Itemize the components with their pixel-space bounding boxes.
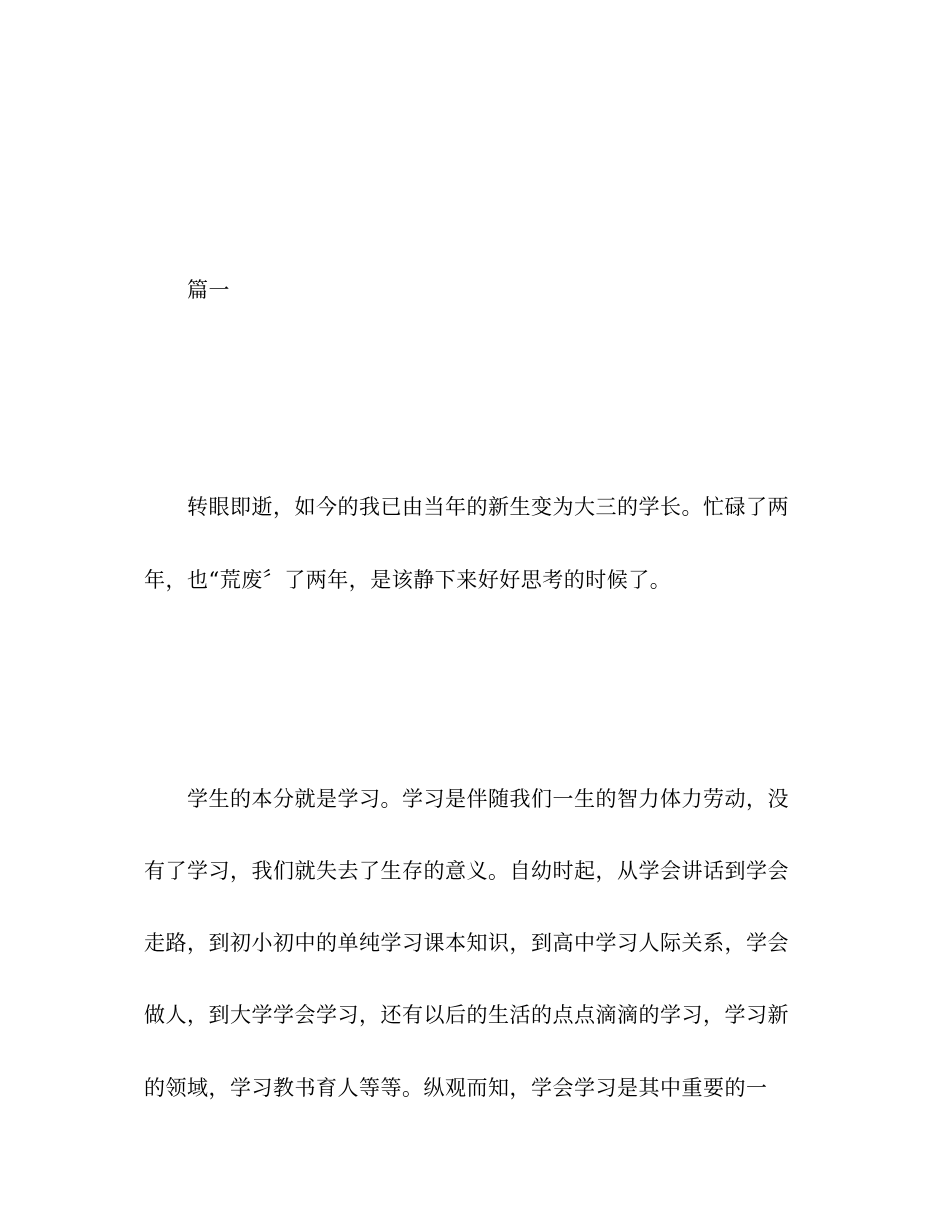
- paragraph-1-line-1: 转眼即逝，如今的我已由当年的新生变为大三的学长。忙碌了两: [187, 495, 789, 519]
- paragraph-2-line-1: 学生的本分就是学习。学习是伴随我们一生的智力体力劳动，没: [187, 787, 789, 811]
- paragraph-2-line-2: 有了学习，我们就失去了生存的意义。自幼时起，从学会讲话到学会: [144, 859, 789, 883]
- paragraph-2-line-4: 做人，到大学学会学习，还有以后的生活的点点滴滴的学习，学习新: [144, 1003, 789, 1027]
- paragraph-2-line-3: 走路，到初小初中的单纯学习课本知识，到高中学习人际关系，学会: [144, 931, 789, 955]
- section-heading: 篇一: [187, 278, 230, 302]
- paragraph-1-line-2: 年，也“荒废〞了两年，是该静下来好好思考的时候了。: [144, 568, 672, 592]
- paragraph-2-line-5: 的领域，学习教书育人等等。纵观而知，学会学习是其中重要的一: [144, 1076, 768, 1100]
